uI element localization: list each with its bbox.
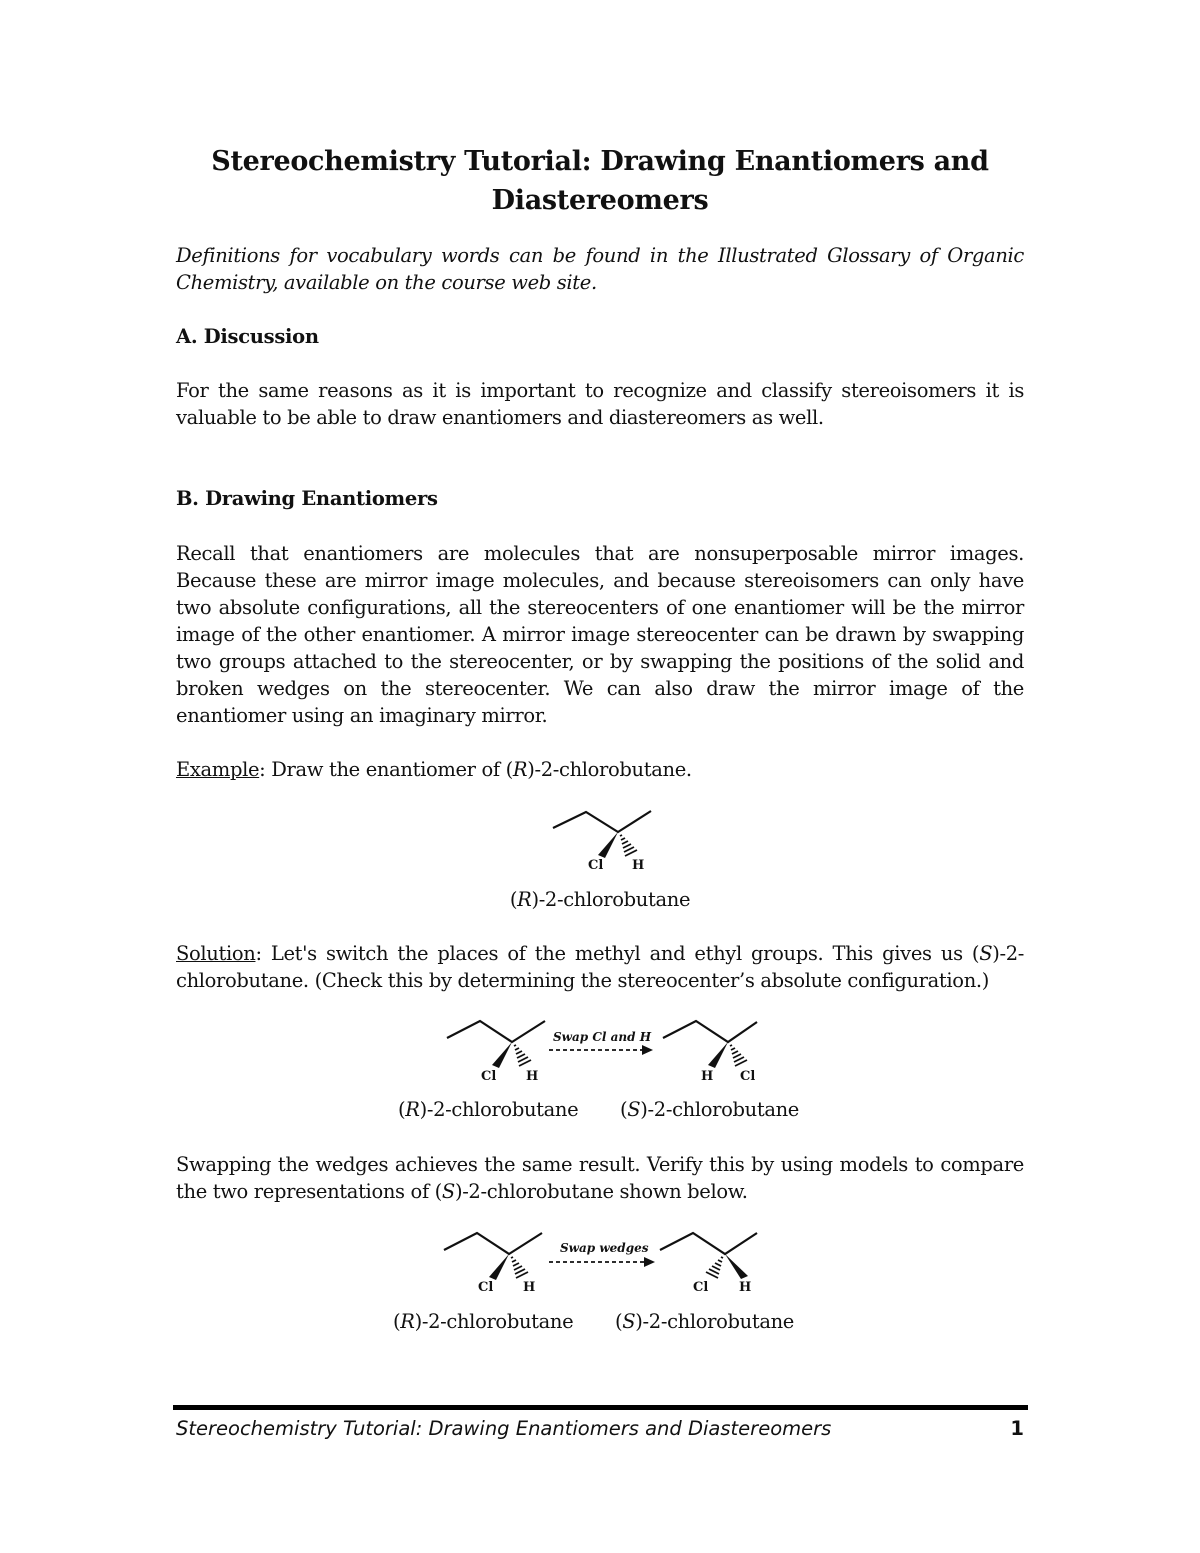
swap-wedges-paragraph: Swapping the wedges achieves the same result. Verify this by using models to compare the two representations of (S)-2-chlorobutane shown below. [176, 1153, 1024, 1203]
hashed-wedge [706, 1257, 723, 1278]
figure-3-caption-left: (R)-2-chlorobutane [393, 1310, 574, 1333]
figure-2-caption-right: (S)-2-chlorobutane [620, 1098, 799, 1121]
section-b-paragraph: Recall that enantiomers are molecules that are nonsuperposable mirror images. Because these are mirror image molecules, and because stereoisomers can only have two absolute configurations, all the stereocenters of one enantiomer will be the mirror image of the other enantiomer. A mirror image stereocenter can be drawn by swapping two groups attached to the stereocenter, or by swapping the positions of the solid and broken wedges on the stereocenter. We can also draw the mirror image of the enantiomer using an imaginary mirror. [176, 542, 1024, 727]
right-atom-right: Cl [740, 1069, 756, 1084]
footer-title: Stereochemistry Tutorial: Drawing Enantiomers and Diastereomers [176, 1417, 832, 1440]
solid-wedge [725, 1254, 748, 1279]
page-number: 1 [1010, 1417, 1024, 1440]
example-text-before: : Draw the enantiomer of ( [259, 758, 513, 781]
right-atom-left: Cl [693, 1280, 709, 1295]
molecule-left [444, 1233, 542, 1295]
left-atom-left: Cl [481, 1069, 497, 1084]
example-label: Example [176, 758, 260, 781]
solid-wedge [489, 1254, 509, 1280]
arrow-label: Swap wedges [560, 1241, 649, 1255]
arrow-head-icon [644, 1257, 655, 1267]
section-b-heading: B. Drawing Enantiomers [176, 487, 438, 510]
section-a-heading: A. Discussion [176, 325, 319, 348]
title-line-2: Diastereomers [491, 185, 709, 216]
arrow-label: Swap Cl and H [553, 1030, 652, 1044]
solution-paragraph: Solution: Let's switch the places of the methyl and ethyl groups. This gives us (S)-2-chlorobutane. (Check this by determining the stereocenter’s absolute configuration.) [176, 942, 1024, 992]
solution-label: Solution [176, 942, 256, 965]
figure-1-caption: (R)-2-chlorobutane [509, 888, 691, 911]
left-atom-right: H [523, 1280, 536, 1295]
example-config: R [512, 758, 528, 781]
left-atom-left: Cl [478, 1280, 494, 1295]
section-a-paragraph: For the same reasons as it is important to recognize and classify stereoisomers it is valuable to be able to draw enantiomers and diastereomers as well. [176, 379, 1024, 429]
figure-2-caption-left: (R)-2-chlorobutane [398, 1098, 579, 1121]
intro-paragraph: Definitions for vocabulary words can be found in the Illustrated Glossary of Organic Chemistry, available on the course web site. [176, 244, 1024, 294]
title-line-1: Stereochemistry Tutorial: Drawing Enantiomers and [211, 146, 989, 177]
swap-arrow [549, 1241, 655, 1267]
hashed-wedge [511, 1257, 528, 1278]
figure-3-caption-right: (S)-2-chlorobutane [615, 1310, 794, 1333]
footer-rule [173, 1405, 1028, 1410]
chlorine-atom: Cl [588, 858, 604, 873]
molecule-right [660, 1233, 757, 1295]
right-atom-right: H [739, 1280, 752, 1295]
left-atom-right: H [526, 1069, 539, 1084]
example-text-after: )-2-chlorobutane. [527, 758, 692, 781]
hydrogen-atom: H [632, 858, 645, 873]
right-atom-left: H [701, 1069, 714, 1084]
